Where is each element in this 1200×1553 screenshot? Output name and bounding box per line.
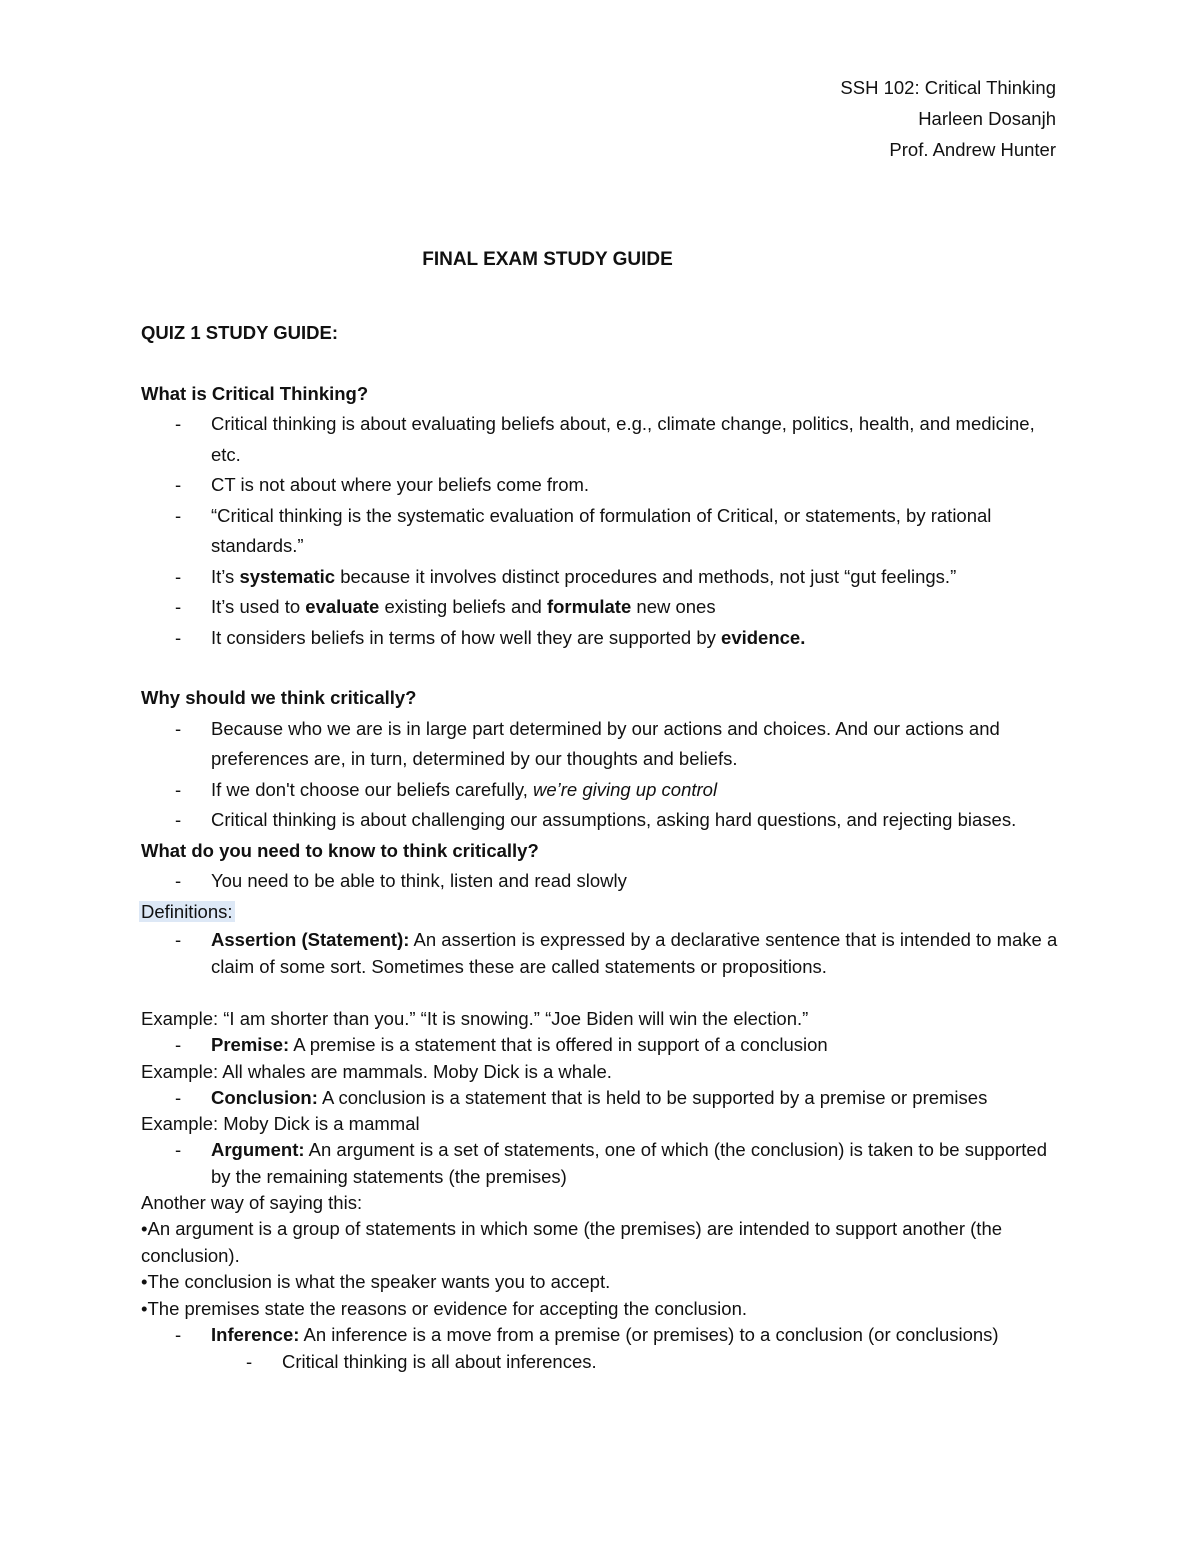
section-heading-why-think: Why should we think critically? [141, 687, 417, 708]
dash-bullet: - [175, 413, 182, 434]
dash-bullet: - [175, 596, 182, 617]
spacer [141, 653, 1061, 683]
dash-bullet: - [175, 778, 182, 800]
dash-bullet: - [175, 1034, 182, 1055]
list-item: - It’s used to evaluate existing beliefs and formulate new ones [141, 592, 1061, 623]
list-item: - If we don't choose our beliefs carefully, we’re giving up control [141, 775, 1061, 806]
dot-item: •The conclusion is what the speaker wants you to accept. [141, 1271, 611, 1292]
dash-bullet: - [246, 1350, 253, 1372]
highlighted-text: Definitions: [141, 900, 233, 922]
list-item: - It’s systematic because it involves distinct procedures and methods, not just “gut feelings.” [141, 562, 1061, 593]
definition-premise: - Premise: A premise is a statement that is offered in support of a conclusion [141, 1032, 1061, 1059]
list-item: - Because who we are is in large part determined by our actions and choices. And our actions and preferences are, in turn, determined by our thoughts and beliefs. [141, 714, 1061, 775]
dash-bullet: - [175, 929, 182, 950]
dash-bullet: - [175, 1086, 182, 1108]
document-title: FINAL EXAM STUDY GUIDE [422, 249, 673, 270]
section-heading-need-to-know: What do you need to know to think critically? [141, 839, 539, 861]
list-item: - Critical thinking is about evaluating beliefs about, e.g., climate change, politics, health, and medicine, etc. [141, 409, 1061, 470]
dash-bullet: - [175, 809, 182, 830]
another-way-line: Another way of saying this: [141, 1192, 363, 1213]
example-line: Example: “I am shorter than you.” “It is snowing.” “Joe Biden will win the election.” [141, 1008, 809, 1029]
document-body [141, 318, 1061, 1375]
example-line: Example: Moby Dick is a mammal [141, 1113, 420, 1134]
dash-bullet: - [175, 870, 182, 891]
list-item: - Critical thinking is about challenging our assumptions, asking hard questions, and rejecting biases. [141, 805, 1061, 836]
dot-item: •The premises state the reasons or evidence for accepting the conclusion. [141, 1297, 748, 1319]
dash-bullet: - [175, 504, 182, 526]
dash-bullet: - [175, 474, 182, 495]
definition-inference: - Inference: An inference is a move from a premise (or premises) to a conclusion (or conclusions) [141, 1322, 1061, 1349]
definitions-heading [141, 897, 1061, 928]
sub-list-item: - Critical thinking is all about inferences. [141, 1349, 1061, 1376]
quiz-heading: QUIZ 1 STUDY GUIDE: [141, 322, 339, 343]
definition-conclusion: - Conclusion: A conclusion is a statement that is held to be supported by a premise or premises [141, 1085, 1061, 1112]
definition-argument: - Argument: An argument is a set of statements, one of which (the conclusion) is taken to be supported by the remaining statements (the premises) [175, 1139, 1048, 1187]
dot-item: •An argument is a group of statements in which some (the premises) are intended to support another (the conclusion). [141, 1218, 1003, 1266]
spacer [141, 980, 1061, 1006]
professor-name: Prof. Andrew Hunter [889, 139, 1056, 160]
list-item: - CT is not about where your beliefs come from. [141, 470, 1061, 501]
spacer [141, 349, 1061, 379]
dash-bullet: - [175, 1324, 182, 1345]
definition-assertion: - Assertion (Statement): An assertion is expressed by a declarative sentence that is intended to make a claim of some sort. Sometimes these are called statements or propositions. [175, 929, 1058, 977]
list-item: - It considers beliefs in terms of how well they are supported by evidence. [141, 623, 1061, 654]
document-header [840, 72, 1056, 165]
dash-bullet: - [175, 565, 182, 587]
section-heading-what-is-ct: What is Critical Thinking? [141, 382, 369, 404]
dash-bullet: - [175, 1139, 182, 1160]
student-name: Harleen Dosanjh [918, 108, 1056, 129]
list-item: - You need to be able to think, listen and read slowly [141, 866, 1061, 897]
list-item: - “Critical thinking is the systematic evaluation of formulation of Critical, or statements, by rational standards.” [141, 501, 1061, 562]
dash-bullet: - [175, 626, 182, 648]
dash-bullet: - [175, 717, 182, 739]
course-name: SSH 102: Critical Thinking [840, 77, 1056, 98]
example-line: Example: All whales are mammals. Moby Dick is a whale. [141, 1060, 612, 1082]
